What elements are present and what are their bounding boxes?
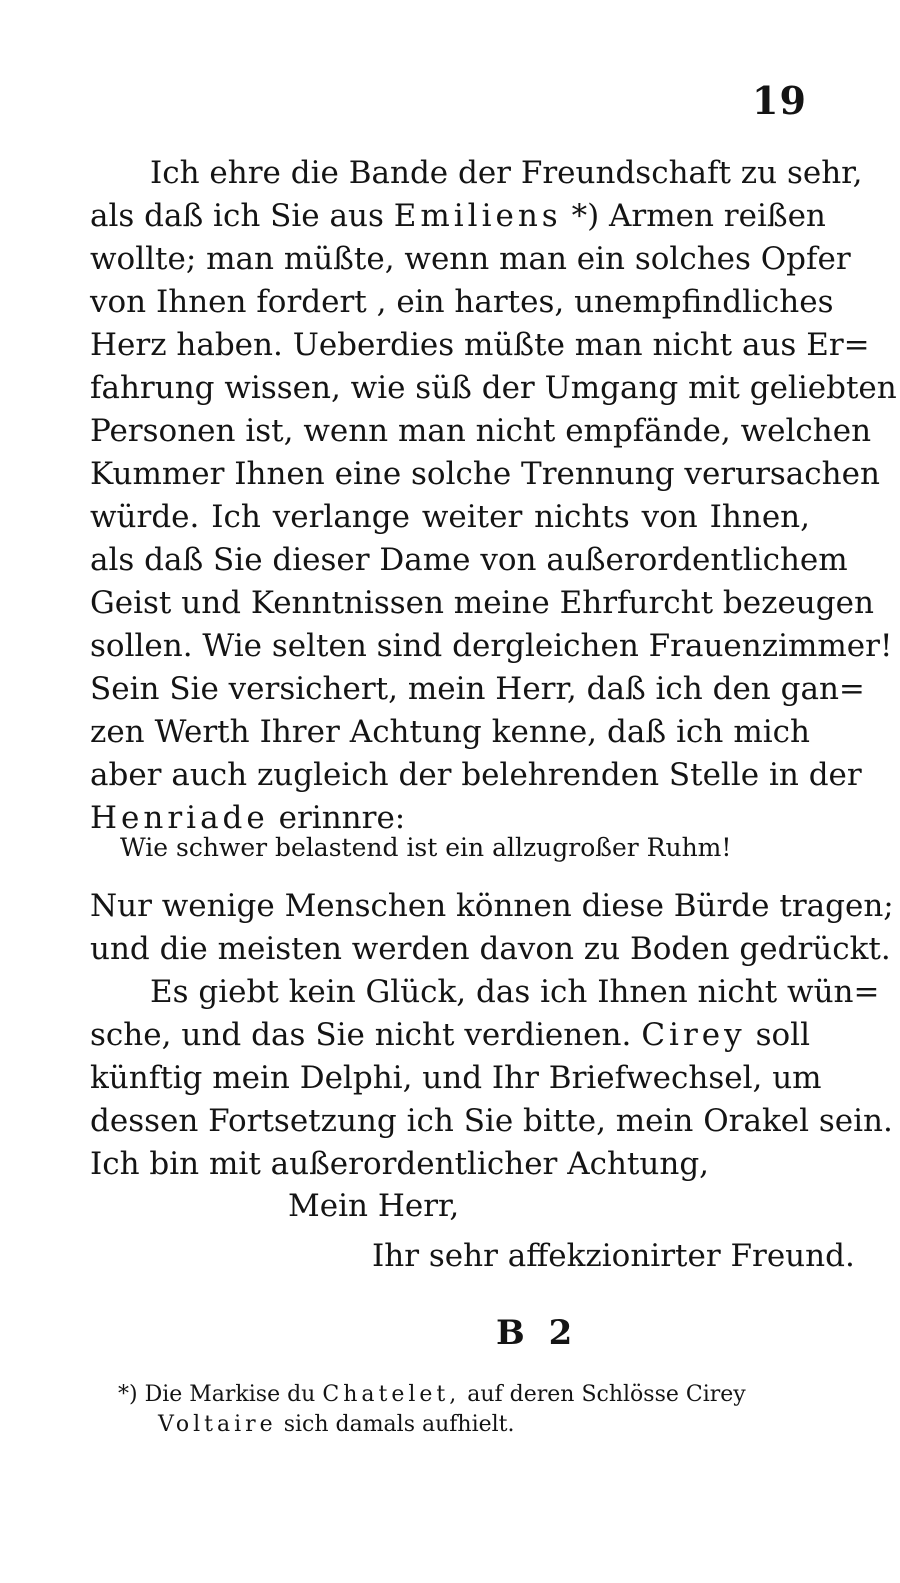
text-line: fahrung wissen, wie süß der Umgang mit geliebten <box>90 370 897 406</box>
verse-quote: Wie schwer belastend ist ein allzugroßer Ruhm! <box>120 833 732 862</box>
text-segment: sich damals aufhielt. <box>283 1412 515 1437</box>
emphasized-name: Voltaire <box>158 1412 277 1437</box>
text-line: von Ihnen fordert , ein hartes, unempfindliches <box>90 284 834 320</box>
footnote-line <box>118 1410 818 1440</box>
text-line: Nur wenige Menschen können diese Bürde tragen; <box>90 888 894 924</box>
text-line: künftig mein Delphi, und Ihr Briefwechsel, um <box>90 1060 822 1096</box>
text-line: Geist und Kenntnissen meine Ehrfurcht bezeugen <box>90 585 874 621</box>
emphasized-name: Chatelet, <box>322 1382 461 1407</box>
text-line: würde. Ich verlange weiter nichts von Ihnen, <box>90 499 810 535</box>
text-line: aber auch zugleich der belehrenden Stelle in der <box>90 757 862 793</box>
page-number: 19 <box>752 78 807 123</box>
text-line: sollen. Wie selten sind dergleichen Frauenzimmer! <box>90 628 893 664</box>
emphasized-name: Emiliens <box>393 198 562 234</box>
text-segment: *) Die Markise du <box>118 1382 316 1407</box>
text-segment: *) Armen reißen <box>571 198 826 234</box>
signature-line: Ihr sehr affekzionirter Freund. <box>372 1238 855 1274</box>
emphasized-title: Henriade <box>90 800 269 836</box>
emphasized-name: Cirey <box>641 1017 746 1053</box>
text-line: und die meisten werden davon zu Boden gedrückt. <box>90 931 891 967</box>
printer-signature-mark: B 2 <box>496 1313 579 1353</box>
text-line: Kummer Ihnen eine solche Trennung verursachen <box>90 456 880 492</box>
text-line: Ich bin mit außerordentlicher Achtung, <box>90 1146 710 1182</box>
text-line: zen Werth Ihrer Achtung kenne, daß ich mich <box>90 714 810 750</box>
text-segment: erinnre: <box>278 800 406 836</box>
text-line: wollte; man müßte, wenn man ein solches Opfer <box>90 241 851 277</box>
text-segment: als daß ich Sie aus <box>90 198 384 234</box>
text-line <box>90 1014 810 1057</box>
footnote <box>118 1380 818 1440</box>
footnote-line <box>118 1380 818 1410</box>
text-line: Es giebt kein Glück, das ich Ihnen nicht wün= <box>150 974 880 1010</box>
paragraph-1 <box>90 152 897 840</box>
text-line: dessen Fortsetzung ich Sie bitte, mein Orakel sein. <box>90 1103 893 1139</box>
text-segment: sche, und das Sie nicht verdienen. <box>90 1017 632 1053</box>
text-segment: soll <box>755 1017 810 1053</box>
text-segment: auf deren Schlösse Cirey <box>467 1382 746 1407</box>
text-line: Herz haben. Ueberdies müßte man nicht aus Er= <box>90 327 870 363</box>
text-line: Ich ehre die Bande der Freundschaft zu sehr, <box>150 155 863 191</box>
text-line: als daß Sie dieser Dame von außerordentlichem <box>90 542 848 578</box>
text-line <box>90 195 826 238</box>
text-line: Sein Sie versichert, mein Herr, daß ich den gan= <box>90 671 865 707</box>
paragraph-2 <box>90 885 894 1186</box>
salutation: Mein Herr, <box>288 1188 460 1224</box>
text-line: Personen ist, wenn man nicht empfände, welchen <box>90 413 872 449</box>
